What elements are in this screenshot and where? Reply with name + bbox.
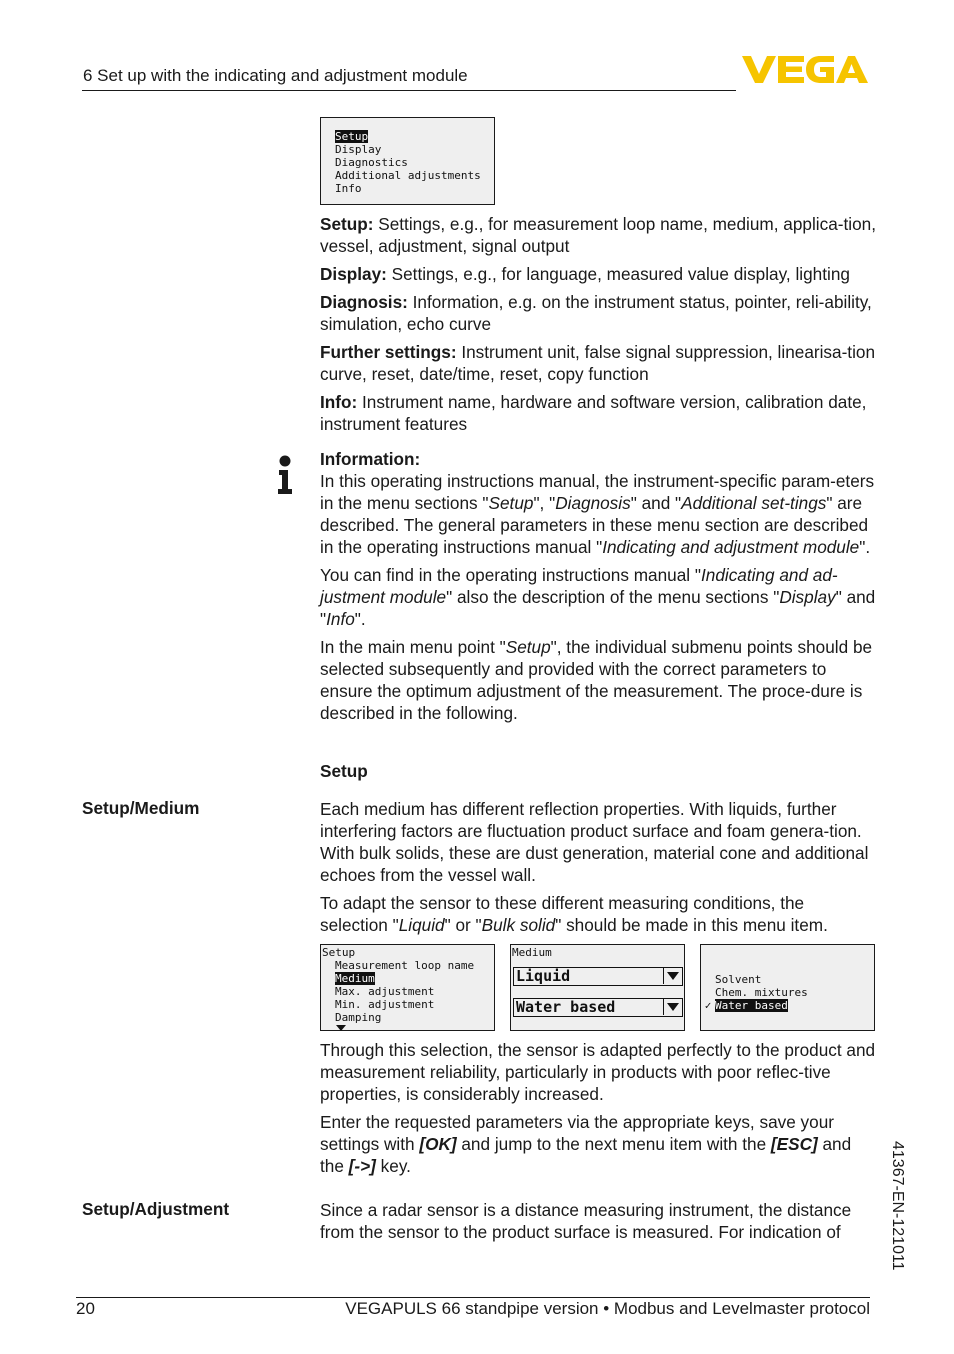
scroll-down-arrow-icon	[336, 1025, 346, 1031]
setup-medium-label: Setup/Medium	[82, 798, 200, 818]
page-number: 20	[76, 1299, 95, 1318]
setup-item-medium: Medium	[335, 972, 375, 985]
information-paragraph-3: In the main menu point "Setup", the individual submenu points should be selected subsequently and provided with the correct parameters to ensure the optimum adjustment of the measurement. The proce-dure is described in the following.	[320, 637, 873, 723]
information-paragraph-2: You can find in the operating instructions manual "Indicating and ad-justment module" also the description of the menu sections "Display" and "Info".	[320, 565, 876, 629]
definition-info: Info: Instrument name, hardware and software version, calibration date, instrument features	[320, 392, 867, 434]
medium-options-screen	[700, 944, 875, 1031]
medium-type-select[interactable]: Liquid	[513, 967, 683, 986]
information-block	[320, 448, 876, 730]
menu-item-display: Display	[335, 143, 382, 156]
option-solvent[interactable]: Solvent	[715, 973, 762, 986]
option-water-based[interactable]: ✓ Water based	[701, 999, 874, 1012]
menu-item-setup: Setup	[335, 130, 369, 143]
setup-adjustment-label: Setup/Adjustment	[82, 1199, 230, 1219]
medium-paragraph-3: Through this selection, the sensor is adapted perfectly to the product and measurement reliability, particularly in products with poor reflec-tive properties, is considerably increased.	[320, 1040, 876, 1104]
document-code: 41367-EN-121011	[889, 1141, 906, 1271]
dropdown-arrow-icon	[663, 968, 682, 984]
menu-item-additional-adjustments: Additional adjustments	[335, 169, 481, 182]
medium-paragraph-2: To adapt the sensor to these different measuring conditions, the selection "Liquid" or "Bulk solid" should be made in this menu item.	[320, 893, 828, 935]
medium-subtype-select[interactable]: Water based	[513, 998, 683, 1017]
header-divider	[82, 90, 736, 91]
menu-item-info: Info	[335, 182, 362, 195]
definition-further-settings: Further settings: Instrument unit, false signal suppression, linearisa-tion curve, reset, date/time, reset, copy function	[320, 342, 876, 384]
definition-setup: Setup: Settings, e.g., for measurement loop name, medium, applica-tion, vessel, adjustment, signal output	[320, 214, 876, 256]
definition-diagnosis: Diagnosis: Information, e.g. on the instrument status, pointer, reli-ability, simulation, echo curve	[320, 292, 872, 334]
definition-display: Display: Settings, e.g., for language, measured value display, lighting	[320, 264, 850, 284]
setup-screen	[320, 944, 495, 1031]
footer-divider	[76, 1297, 870, 1298]
dropdown-arrow-icon	[663, 999, 682, 1015]
option-chem-mixtures[interactable]: Chem. mixtures	[715, 986, 808, 999]
setup-adjustment-text	[320, 1199, 876, 1249]
checkmark-icon: ✓	[704, 999, 712, 1012]
medium-paragraph-1: Each medium has different reflection properties. With liquids, further interfering factors are fluctuation product surface and foam genera-tion. With bulk solids, these are dust generation, material cone and additional echoes from the vessel wall.	[320, 799, 869, 885]
vega-logo	[742, 52, 872, 91]
information-icon	[276, 455, 294, 500]
header-section-title: 6 Set up with the indicating and adjustment module	[83, 66, 468, 85]
information-paragraph-1: In this operating instructions manual, the instrument-specific param-eters in the menu sections "Setup", "Diagnosis" and "Additional set-tings" are described. The general parameters in these menu section are described in the operating instructions manual "Indicating and adjustment module".	[320, 471, 875, 557]
setup-item-max-adjustment: Max. adjustment	[335, 985, 435, 998]
setup-item-measurement-loop-name: Measurement loop name	[335, 959, 475, 972]
main-menu-display	[320, 117, 495, 205]
setup-medium-text	[320, 798, 876, 942]
setup-medium-text-continued	[320, 1039, 876, 1183]
setup-item-damping: Damping	[335, 1011, 382, 1024]
setup-screen-title: Setup	[322, 946, 356, 959]
medium-screen-title: Medium	[512, 946, 552, 959]
setup-heading: Setup	[320, 761, 368, 781]
menu-definitions	[320, 213, 876, 441]
setup-item-min-adjustment: Min. adjustment	[335, 998, 435, 1011]
information-title: Information:	[320, 449, 421, 469]
medium-paragraph-4: Enter the requested parameters via the appropriate keys, save your settings with [OK] and jump to the next menu item with the [ESC] and the [->] key.	[320, 1112, 852, 1176]
menu-item-diagnostics: Diagnostics	[335, 156, 408, 169]
footer-title: VEGAPULS 66 standpipe version • Modbus and Levelmaster protocol	[345, 1299, 870, 1318]
medium-screen	[510, 944, 685, 1031]
adjustment-paragraph-1: Since a radar sensor is a distance measuring instrument, the distance from the sensor to the product surface is measured. For indication of	[320, 1200, 852, 1242]
